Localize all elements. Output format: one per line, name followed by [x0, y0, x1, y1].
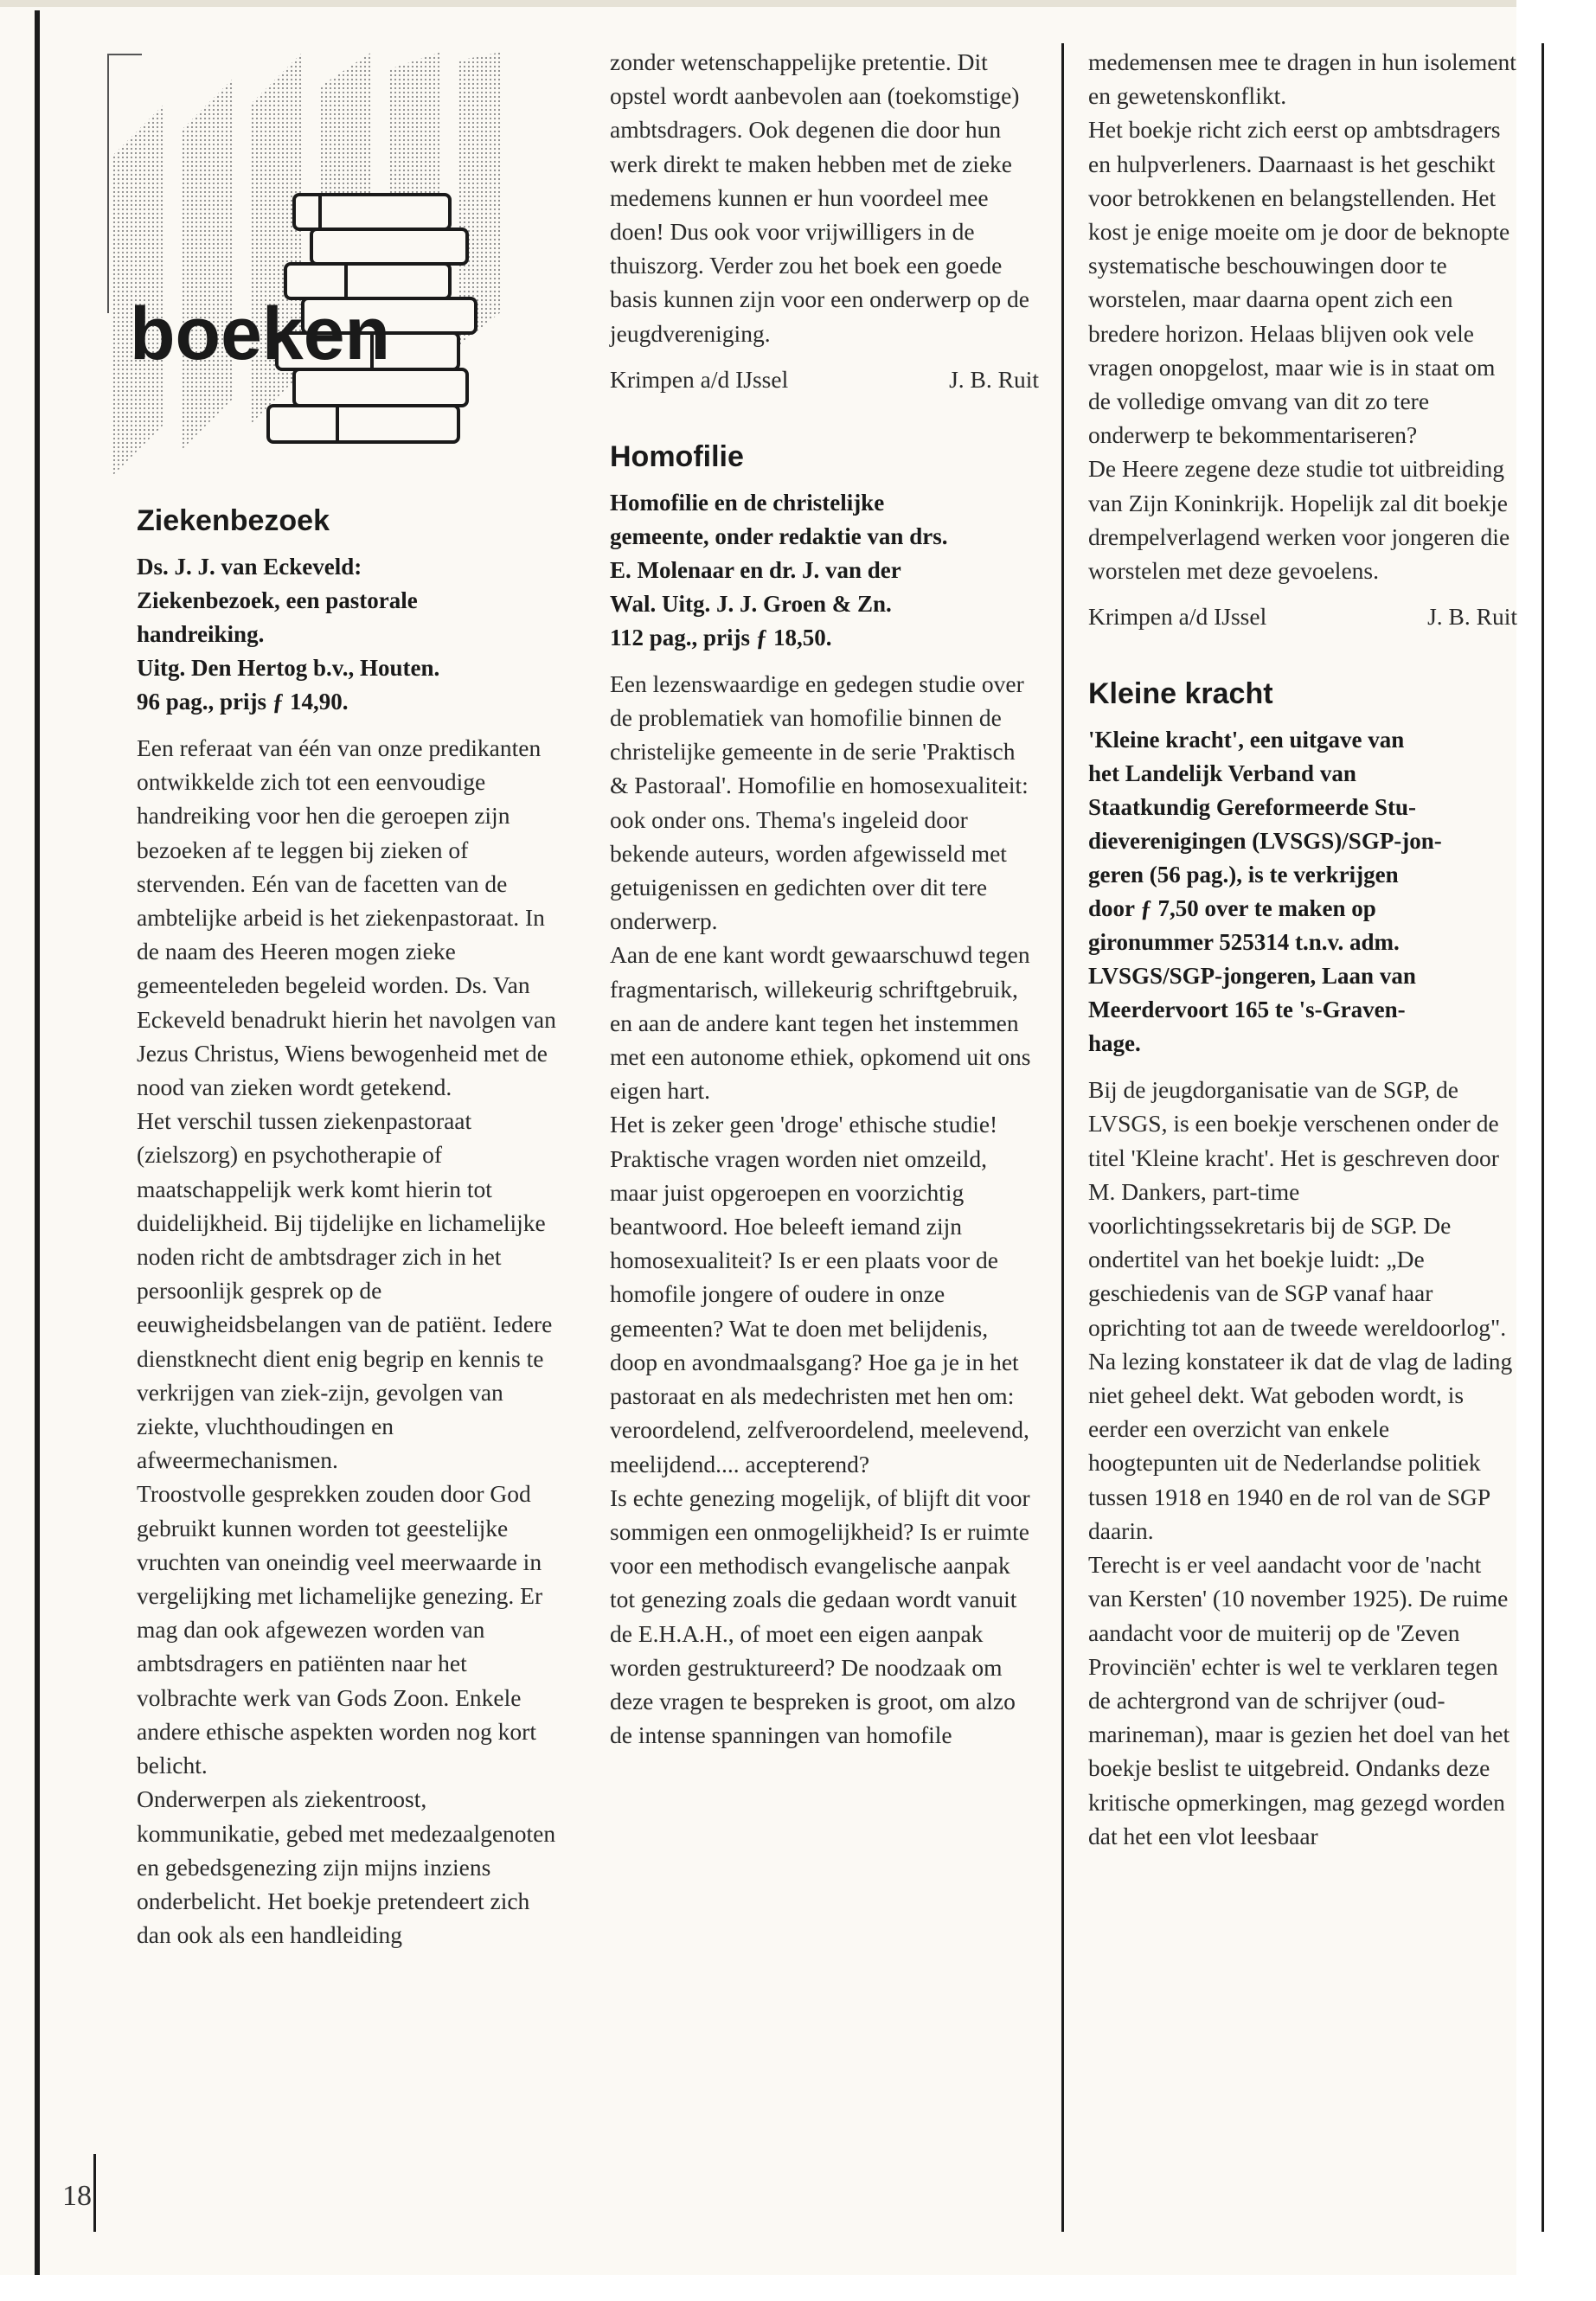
book-info-line: Meerdervoort 165 te 's-Graven- [1088, 997, 1406, 1023]
book-info-line: het Landelijk Verband van [1088, 760, 1356, 787]
body-paragraph: medemensen mee te dragen in hun isolement en gewetenskonflikt. [1088, 48, 1516, 110]
book-info-line: Homofilie en de christelijke [610, 489, 885, 516]
body-paragraph: Onderwerpen als ziekentroost, kommunikatie, gebed met medezaalgenoten en gebedsgenezing zijn mijns inziens onderbelicht. Het boekje pretendeert zich dan ook als een handleiding [137, 1785, 556, 1949]
review-title-homofilie: Homofilie [610, 439, 744, 473]
logo-frame-left [107, 54, 109, 313]
body-paragraph: Een referaat van één van onze predikanten ontwikkelde zich tot een eenvoudige handreiking voor hen die geroepen zijn bezoeken af te leggen bij zieken of stervenden. Eén van de facetten van de ambtelijke arbeid is het ziekenpastoraat. In de naam des Heeren mogen zieke gemeenteleden begeleid worden. Ds. Van Eckeveld benadrukt hierin het navolgen van Jezus Christus, Wiens bewogenheid met de nood van zieken wordt getekend. [137, 734, 556, 1101]
review-title-ziekenbezoek: Ziekenbezoek [137, 504, 330, 537]
book-info-line: 96 pag., prijs ƒ 14,90. [137, 689, 349, 715]
body-paragraph: Bij de jeugdorganisatie van de SGP, de LVSGS, is een boekje verschenen onder de titel 'Kleine kracht'. Het is geschreven door M. Dankers, part-time voorlichtingssekretaris bij de SGP. De ondertitel van het boekje luidt: „De geschiedenis van de SGP vanaf haar oprichting tot aan de tweede wereldoorlog". Na lezing konstateer ik dat de vlag de lading niet geheel dekt. Wat geboden wordt, is eerder een overzicht van enkele hoogtepunten uit de Nederlandse politiek tussen 1918 en 1940 en de rol van de SGP daarin. [1088, 1076, 1513, 1544]
column-2 [610, 45, 1039, 1752]
signature-place: Krimpen a/d IJssel [1088, 603, 1267, 631]
binding-edge-line [35, 10, 40, 2285]
body-paragraph: zonder wetenschappelijke pretentie. Dit opstel wordt aanbevolen aan (toekomstige) ambtsdragers. Ook degenen die door hun werk direkt te maken hebben met de zieke medemens kunnen er hun voordeel mee doen! Dus ook voor vrijwilligers in de thuiszorg. Verder zou het boek een goede basis kunnen zijn voor een onderwerp op de jeugdvereniging. [610, 48, 1029, 347]
page-number-rule [93, 2154, 96, 2232]
book-info-kleine-kracht [1088, 723, 1517, 1061]
signature-name: J. B. Ruit [1427, 603, 1517, 631]
body-paragraph: Is echte genezing mogelijk, of blijft dit voor sommigen een onmogelijkheid? Is er ruimte voor een methodisch evangelische aanpak tot genezing zoals die gedaan wordt vanuit de E.H.A.H., of moet een eigen aanpak worden gestruktureerd? De noodzaak om deze vragen te bespreken is groot, om alzo de intense spanningen van homofile [610, 1484, 1030, 1749]
book-info-homofilie [610, 486, 1039, 655]
signature-homofilie-prev [610, 362, 1039, 396]
signature-homofilie [1088, 599, 1517, 633]
book-info-line: Ds. J. J. van Eckeveld: [137, 554, 362, 580]
column-divider [1061, 43, 1064, 2232]
book-info-line: Uitg. Den Hertog b.v., Houten. [137, 655, 440, 681]
book-info-line: dieverenigingen (LVSGS)/SGP-jon- [1088, 828, 1442, 855]
page-right-margin [1516, 0, 1596, 2301]
body-paragraph: Troostvolle gesprekken zouden door God gebruikt kunnen worden tot geestelijke vruchten van oneindig veel meerwaarde in vergelijking met lichamelijke genezing. Er mag dan ook afgewezen worden van ambtsdragers en patiënten naar het volbrachte werk van Gods Zoon. Enkele andere ethische aspekten worden nog kort belicht. [137, 1480, 543, 1779]
book-info-line: hage. [1088, 1030, 1141, 1057]
book-info-line: gemeente, onder redaktie van drs. [610, 522, 948, 549]
page-top-edge [0, 0, 1596, 7]
book-info-line: LVSGS/SGP-jongeren, Laan van [1088, 963, 1416, 990]
review-title-kleine-kracht: Kleine kracht [1088, 677, 1273, 711]
book-info-line: Wal. Uitg. J. J. Groen & Zn. [610, 590, 892, 617]
book-info-line: handreiking. [137, 621, 265, 647]
book-info-line: geren (56 pag.), is te verkrijgen [1088, 862, 1399, 888]
column-divider-right [1542, 43, 1544, 2232]
body-paragraph: Het verschil tussen ziekenpastoraat (zielszorg) en psychotherapie of maatschappelijk werk komt hierin tot duidelijkheid. Bij tijdelijke en lichamelijke noden richt de ambtsdrager zich in het persoonlijk gesprek op de eeuwigheidsbelangen van de patiënt. Iedere dienstknecht dient enig begrip en kennis te verkrijgen van ziek-zijn, gevolgen van ziekte, vluchthoudingen en afweermechanismen. [137, 1107, 553, 1474]
book-info-line: E. Molenaar en dr. J. van der [610, 556, 901, 583]
body-paragraph: Terecht is er veel aandacht voor de 'nacht van Kersten' (10 november 1925). De ruime aandacht voor de muiterij op de 'Zeven Provinciën' echter is wel te verklaren tegen de achtergrond van de schrijver (oud-marineman), maar is gezien het doel van het boekje beslist te uitgebreid. Ondanks deze kritische opmerkingen, mag gezegd worden dat het een vlot leesbaar [1088, 1551, 1510, 1849]
book-info-line: door ƒ 7,50 over te maken op [1088, 895, 1376, 922]
book-info-line: gironummer 525314 t.n.v. adm. [1088, 929, 1400, 956]
column-3 [1088, 45, 1517, 1853]
signature-place: Krimpen a/d IJssel [610, 365, 789, 393]
body-paragraph: De Heere zegene deze studie tot uitbreiding van Zijn Koninkrijk. Hopelijk zal dit boekje drempelverlagend werken voor jongeren die worstelen met deze gevoelens. [1088, 455, 1510, 585]
book-info-line: Ziekenbezoek, een pastorale [137, 587, 418, 613]
body-paragraph: Aan de ene kant wordt gewaarschuwd tegen fragmentarisch, willekeurig schriftgebruik, en aan de andere kant tegen het instemmen met een autonome ethiek, opkomend uit ons eigen hart. [610, 941, 1031, 1105]
body-paragraph: Het boekje richt zich eerst op ambtsdragers en hulpverleners. Daarnaast is het geschikt voor betrokkenen en belangstellenden. Het kost je enige moeite om je door de beknopte systematische beschouwingen door te worstelen, maar daarna opent zich een bredere horizon. Helaas blijven ook vele vragen onopgelost, maar wie is in staat om de volledige omvang van dit zo tere onderwerp te bekommentariseren? [1088, 116, 1510, 449]
book-info-ziekenbezoek [137, 550, 566, 719]
signature-name: J. B. Ruit [949, 365, 1039, 393]
body-paragraph: Een lezenswaardige en gedegen studie over de problematiek van homofilie binnen de christelijke gemeente in de serie 'Praktisch & Pastoraal'. Homofilie en homosexualiteit: ook onder ons. Thema's ingeleid door bekende auteurs, worden afgewisseld met getuigenissen en gedichten over dit tere onderwerp. [610, 670, 1029, 935]
column-1 [137, 503, 566, 1952]
body-paragraph: Het is zeker geen 'droge' ethische studie! Praktische vragen worden niet omzeild, maar juist opgeroepen en voorzichtig beantwoord. Hoe beleeft iemand zijn homosexualiteit? Is er een plaats voor de homofile jongere of oudere in onze gemeenten? Wat te doen met belijdenis, doop en avondmaalsgang? Hoe ga je in het pastoraat en als medechristen met hen om: veroordelend, zelfveroordelend, meelevend, meelijdend.... accepterend? [610, 1111, 1029, 1477]
logo-frame-top [107, 54, 142, 55]
page-number: 18 [62, 2180, 92, 2212]
book-info-line: 112 pag., prijs ƒ 18,50. [610, 624, 832, 651]
book-info-line: 'Kleine kracht', een uitgave van [1088, 727, 1405, 753]
boeken-logo [95, 52, 545, 484]
book-info-line: Staatkundig Gereformeerde Stu- [1088, 794, 1416, 821]
page-bottom-margin [0, 2275, 1596, 2301]
logo-word: boeken [130, 292, 391, 375]
